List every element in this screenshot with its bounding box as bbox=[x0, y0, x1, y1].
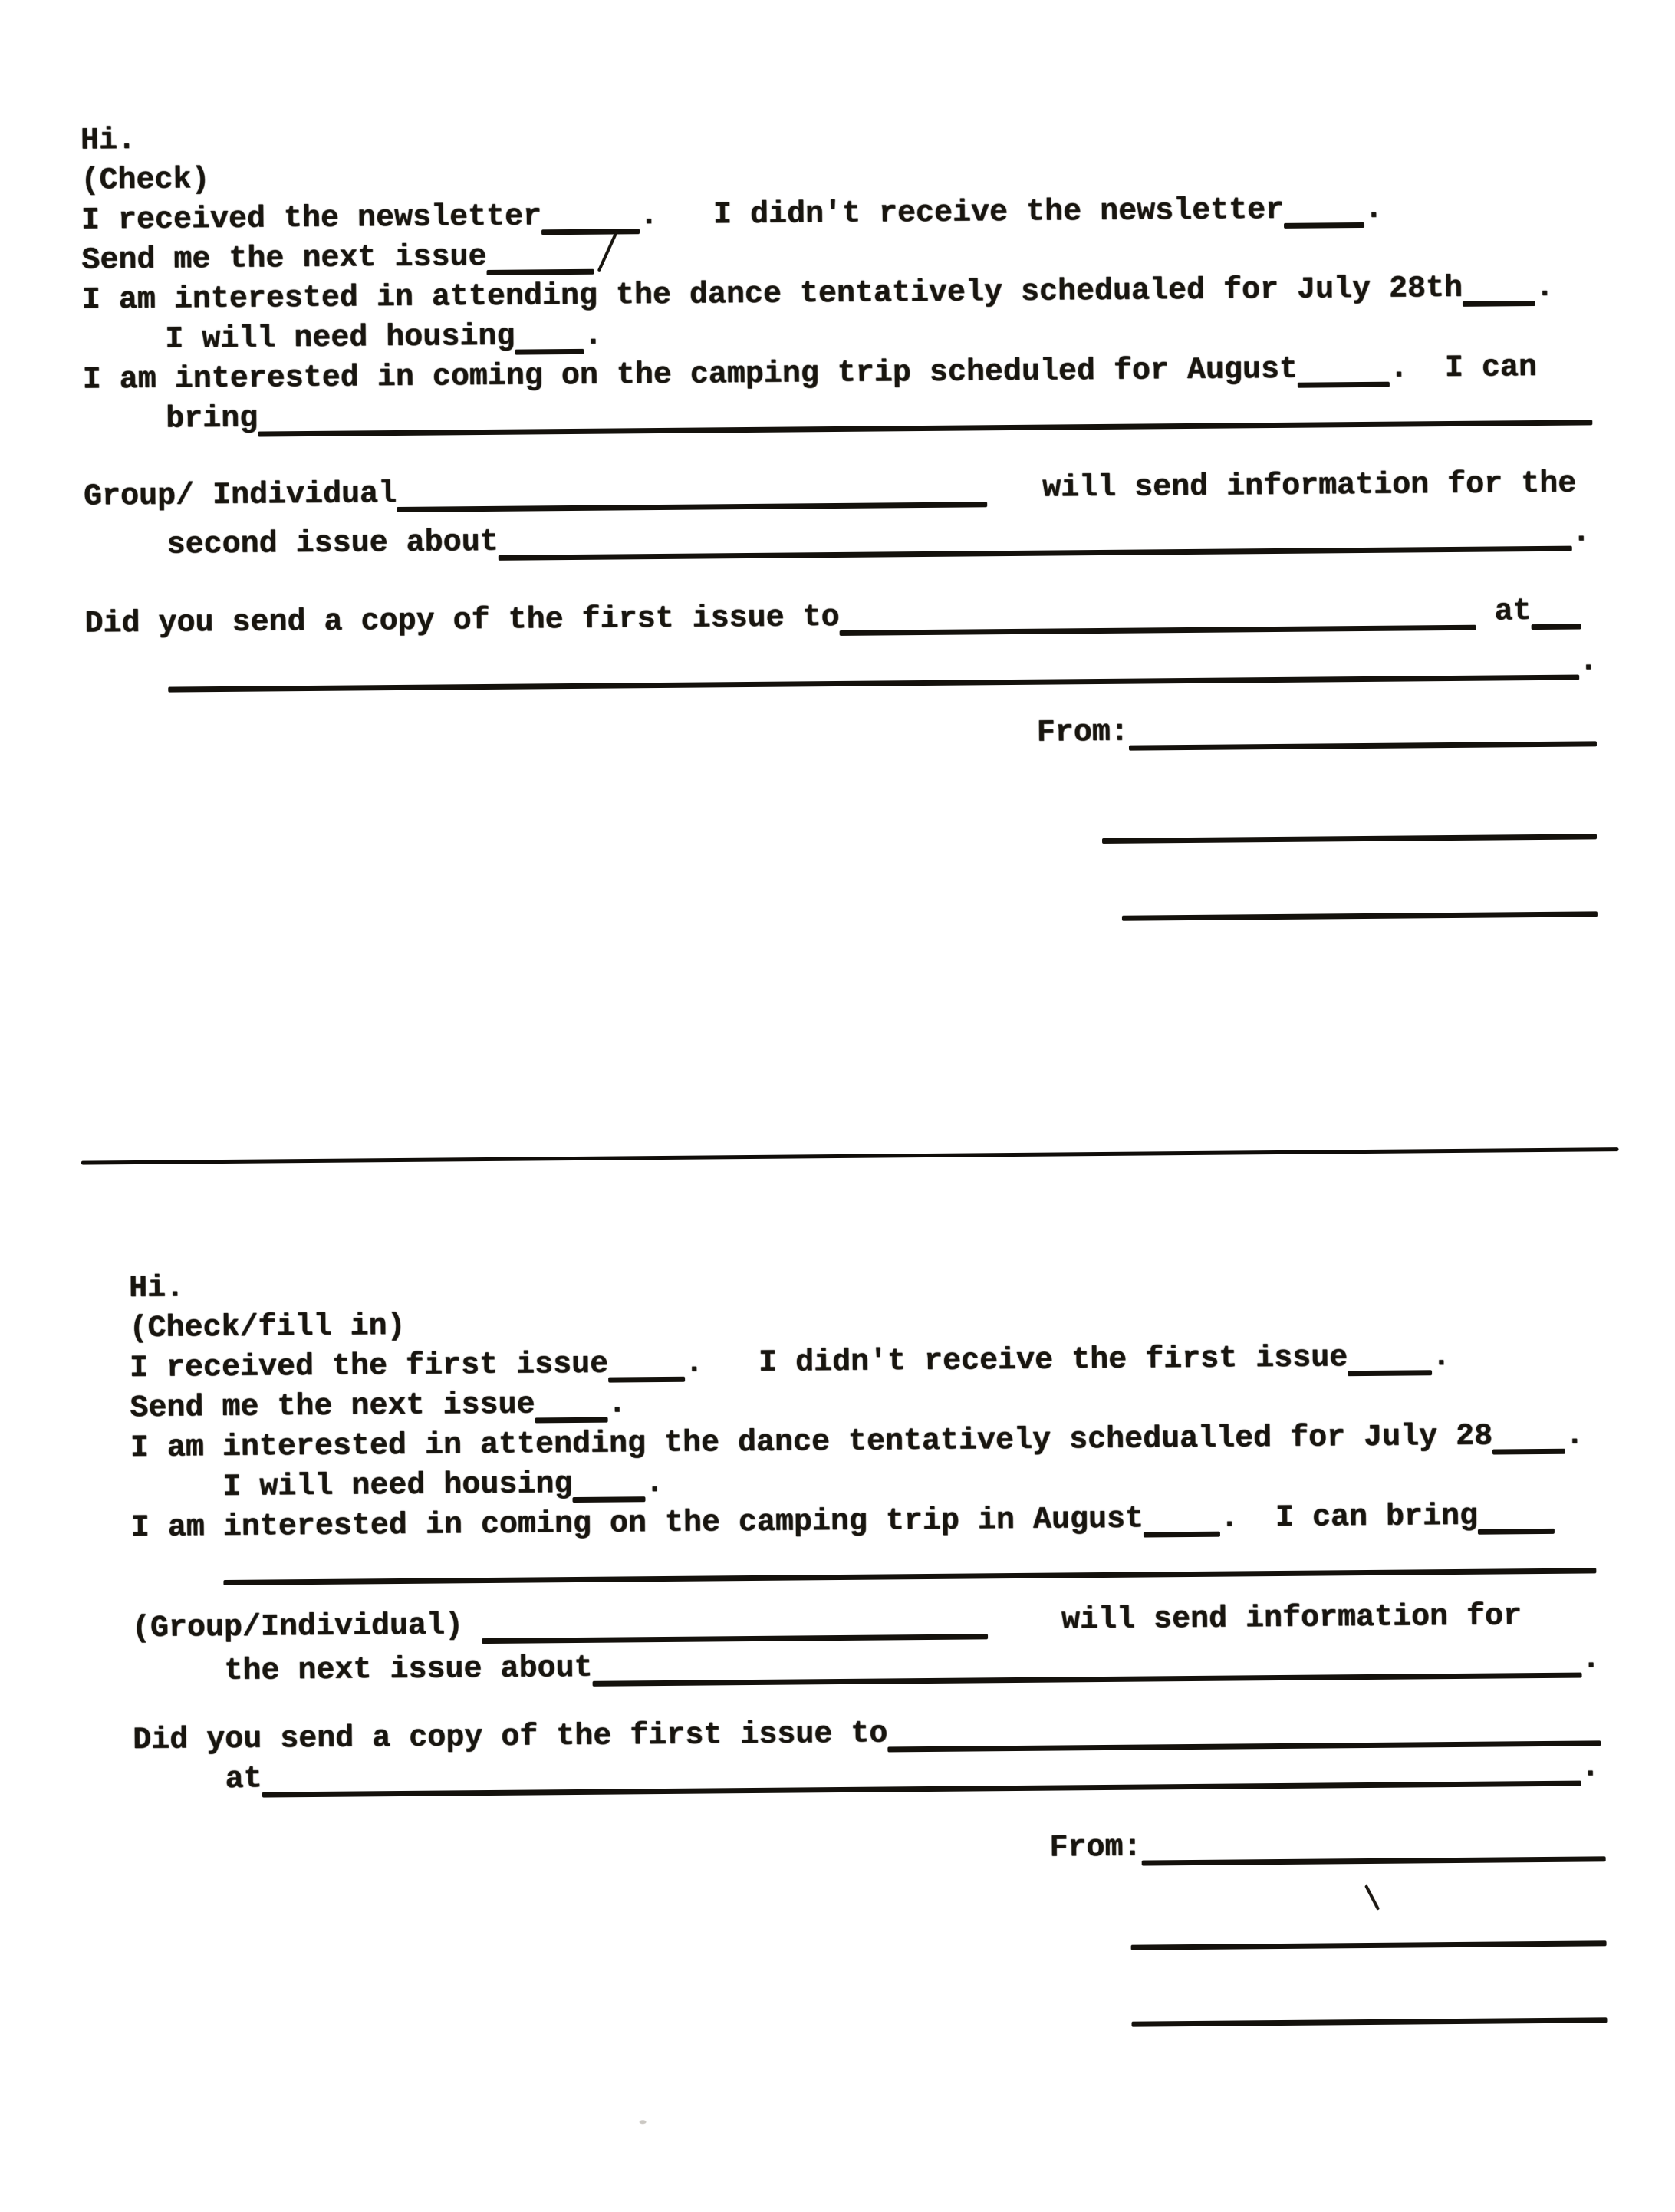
fill-in-blank bbox=[1348, 1370, 1432, 1376]
fill-in-blank bbox=[541, 229, 640, 235]
typed-text: I received the first issue bbox=[129, 1347, 609, 1387]
fill-in-blank bbox=[168, 675, 1579, 693]
typed-text: I received the newsletter bbox=[81, 199, 542, 239]
typed-text: at bbox=[1476, 594, 1532, 630]
fill-in-blank bbox=[1492, 1449, 1565, 1455]
typed-text: second issue about bbox=[166, 525, 499, 563]
fill-in-blank bbox=[482, 1634, 988, 1644]
signature-blank bbox=[134, 1908, 1675, 1961]
fill-in-blank bbox=[499, 546, 1572, 561]
typed-text: . bbox=[1535, 270, 1555, 306]
typed-text: (Check/fill in) bbox=[129, 1308, 406, 1347]
fill-in-blank bbox=[593, 1673, 1582, 1687]
fill-in-blank bbox=[258, 420, 1592, 436]
signature-blank bbox=[135, 1984, 1675, 2038]
fill-in-blank bbox=[1131, 1940, 1607, 1950]
from-line bbox=[133, 1823, 1675, 1877]
typed-text: . I didn't receive the first issue bbox=[684, 1341, 1348, 1381]
typed-text: Send me the next issue bbox=[81, 239, 487, 278]
group-individual-line bbox=[84, 464, 1670, 518]
typed-text: I will need housing bbox=[222, 1467, 573, 1506]
typed-text: . bbox=[1578, 644, 1598, 680]
from-line bbox=[86, 708, 1672, 762]
fill-in-blank bbox=[608, 1377, 685, 1383]
did-you-send-line bbox=[84, 591, 1670, 644]
typed-text: Hi. bbox=[128, 1271, 185, 1307]
scan-speck bbox=[640, 2120, 647, 2124]
typed-text: I am interested in attending the dance tentatively schedualled for July 28 bbox=[130, 1419, 1493, 1466]
fill-in-blank bbox=[397, 502, 987, 512]
typed-text: . bbox=[1581, 1642, 1601, 1677]
fill-in-blank bbox=[1532, 624, 1581, 630]
fill-in-blank bbox=[1102, 834, 1597, 844]
typed-text: . bbox=[1581, 1750, 1600, 1786]
signature-blank bbox=[87, 801, 1673, 854]
typed-text: . bbox=[1565, 1418, 1585, 1453]
fill-in-blank bbox=[1284, 222, 1364, 229]
reply-form-bottom bbox=[129, 1256, 1675, 2038]
typed-text: . bbox=[1364, 192, 1384, 227]
typed-text: bring bbox=[166, 401, 258, 437]
typed-text: I am interested in coming on the camping trip scheduled for August bbox=[82, 352, 1298, 398]
fill-in-blank bbox=[1478, 1529, 1555, 1535]
fill-in-blank bbox=[515, 349, 584, 355]
typed-text: I am interested in attending the dance tentatively schedualed for July 28th bbox=[81, 271, 1463, 318]
second-issue-about-line bbox=[84, 512, 1670, 566]
typed-text: . bbox=[607, 1387, 627, 1422]
section-divider-line bbox=[81, 1147, 1619, 1164]
typed-text: From: bbox=[1049, 1830, 1142, 1866]
typed-text: Did you send a copy of the first issue to bbox=[133, 1717, 888, 1759]
typed-text: . bbox=[645, 1466, 664, 1502]
typed-text: (Check) bbox=[81, 163, 210, 199]
typed-text: (Group/Individual) bbox=[131, 1608, 482, 1647]
typed-text: . bbox=[1431, 1340, 1451, 1375]
continuation-underline bbox=[85, 641, 1671, 695]
typed-text: the next issue about bbox=[224, 1651, 593, 1690]
typed-text: . bbox=[1571, 515, 1591, 551]
typed-text: Hi. bbox=[80, 123, 137, 159]
fill-in-blank bbox=[1463, 301, 1535, 307]
signature-blank bbox=[87, 878, 1673, 932]
fill-in-blank bbox=[1131, 2017, 1607, 2026]
fill-in-blank bbox=[262, 1781, 1581, 1798]
typed-text: From: bbox=[1036, 715, 1130, 751]
typed-text: . I can bbox=[1389, 351, 1538, 387]
fill-in-blank bbox=[1129, 741, 1597, 750]
typed-text: I am interested in coming on the camping trip in August bbox=[130, 1502, 1144, 1546]
typed-text: will send information for the bbox=[986, 466, 1577, 507]
fill-in-blank bbox=[840, 625, 1476, 636]
typed-text: . I can bring bbox=[1219, 1499, 1479, 1536]
next-issue-about-line bbox=[132, 1639, 1675, 1693]
typed-text: Group/ Individual bbox=[83, 476, 397, 515]
typed-text: Send me the next issue bbox=[130, 1387, 535, 1427]
typed-text: I will need housing bbox=[165, 319, 515, 357]
typed-text: at bbox=[225, 1762, 262, 1797]
fill-in-blank bbox=[1142, 1856, 1606, 1865]
fill-in-blank bbox=[1122, 911, 1598, 920]
fill-in-blank bbox=[1298, 382, 1390, 388]
reply-form-top bbox=[81, 108, 1673, 933]
fill-in-blank bbox=[223, 1568, 1596, 1585]
typed-text: . bbox=[584, 318, 603, 354]
typed-text: Did you send a copy of the first issue to bbox=[84, 600, 840, 642]
fill-in-blank bbox=[1144, 1532, 1220, 1538]
fill-in-blank bbox=[573, 1496, 646, 1503]
handwritten-check-slash-icon bbox=[597, 230, 619, 272]
typed-text: . I didn't receive the newsletter bbox=[639, 193, 1285, 234]
fill-in-blank-checked bbox=[487, 269, 594, 275]
typed-text: will send information for bbox=[987, 1599, 1522, 1639]
fill-in-blank bbox=[535, 1417, 608, 1424]
